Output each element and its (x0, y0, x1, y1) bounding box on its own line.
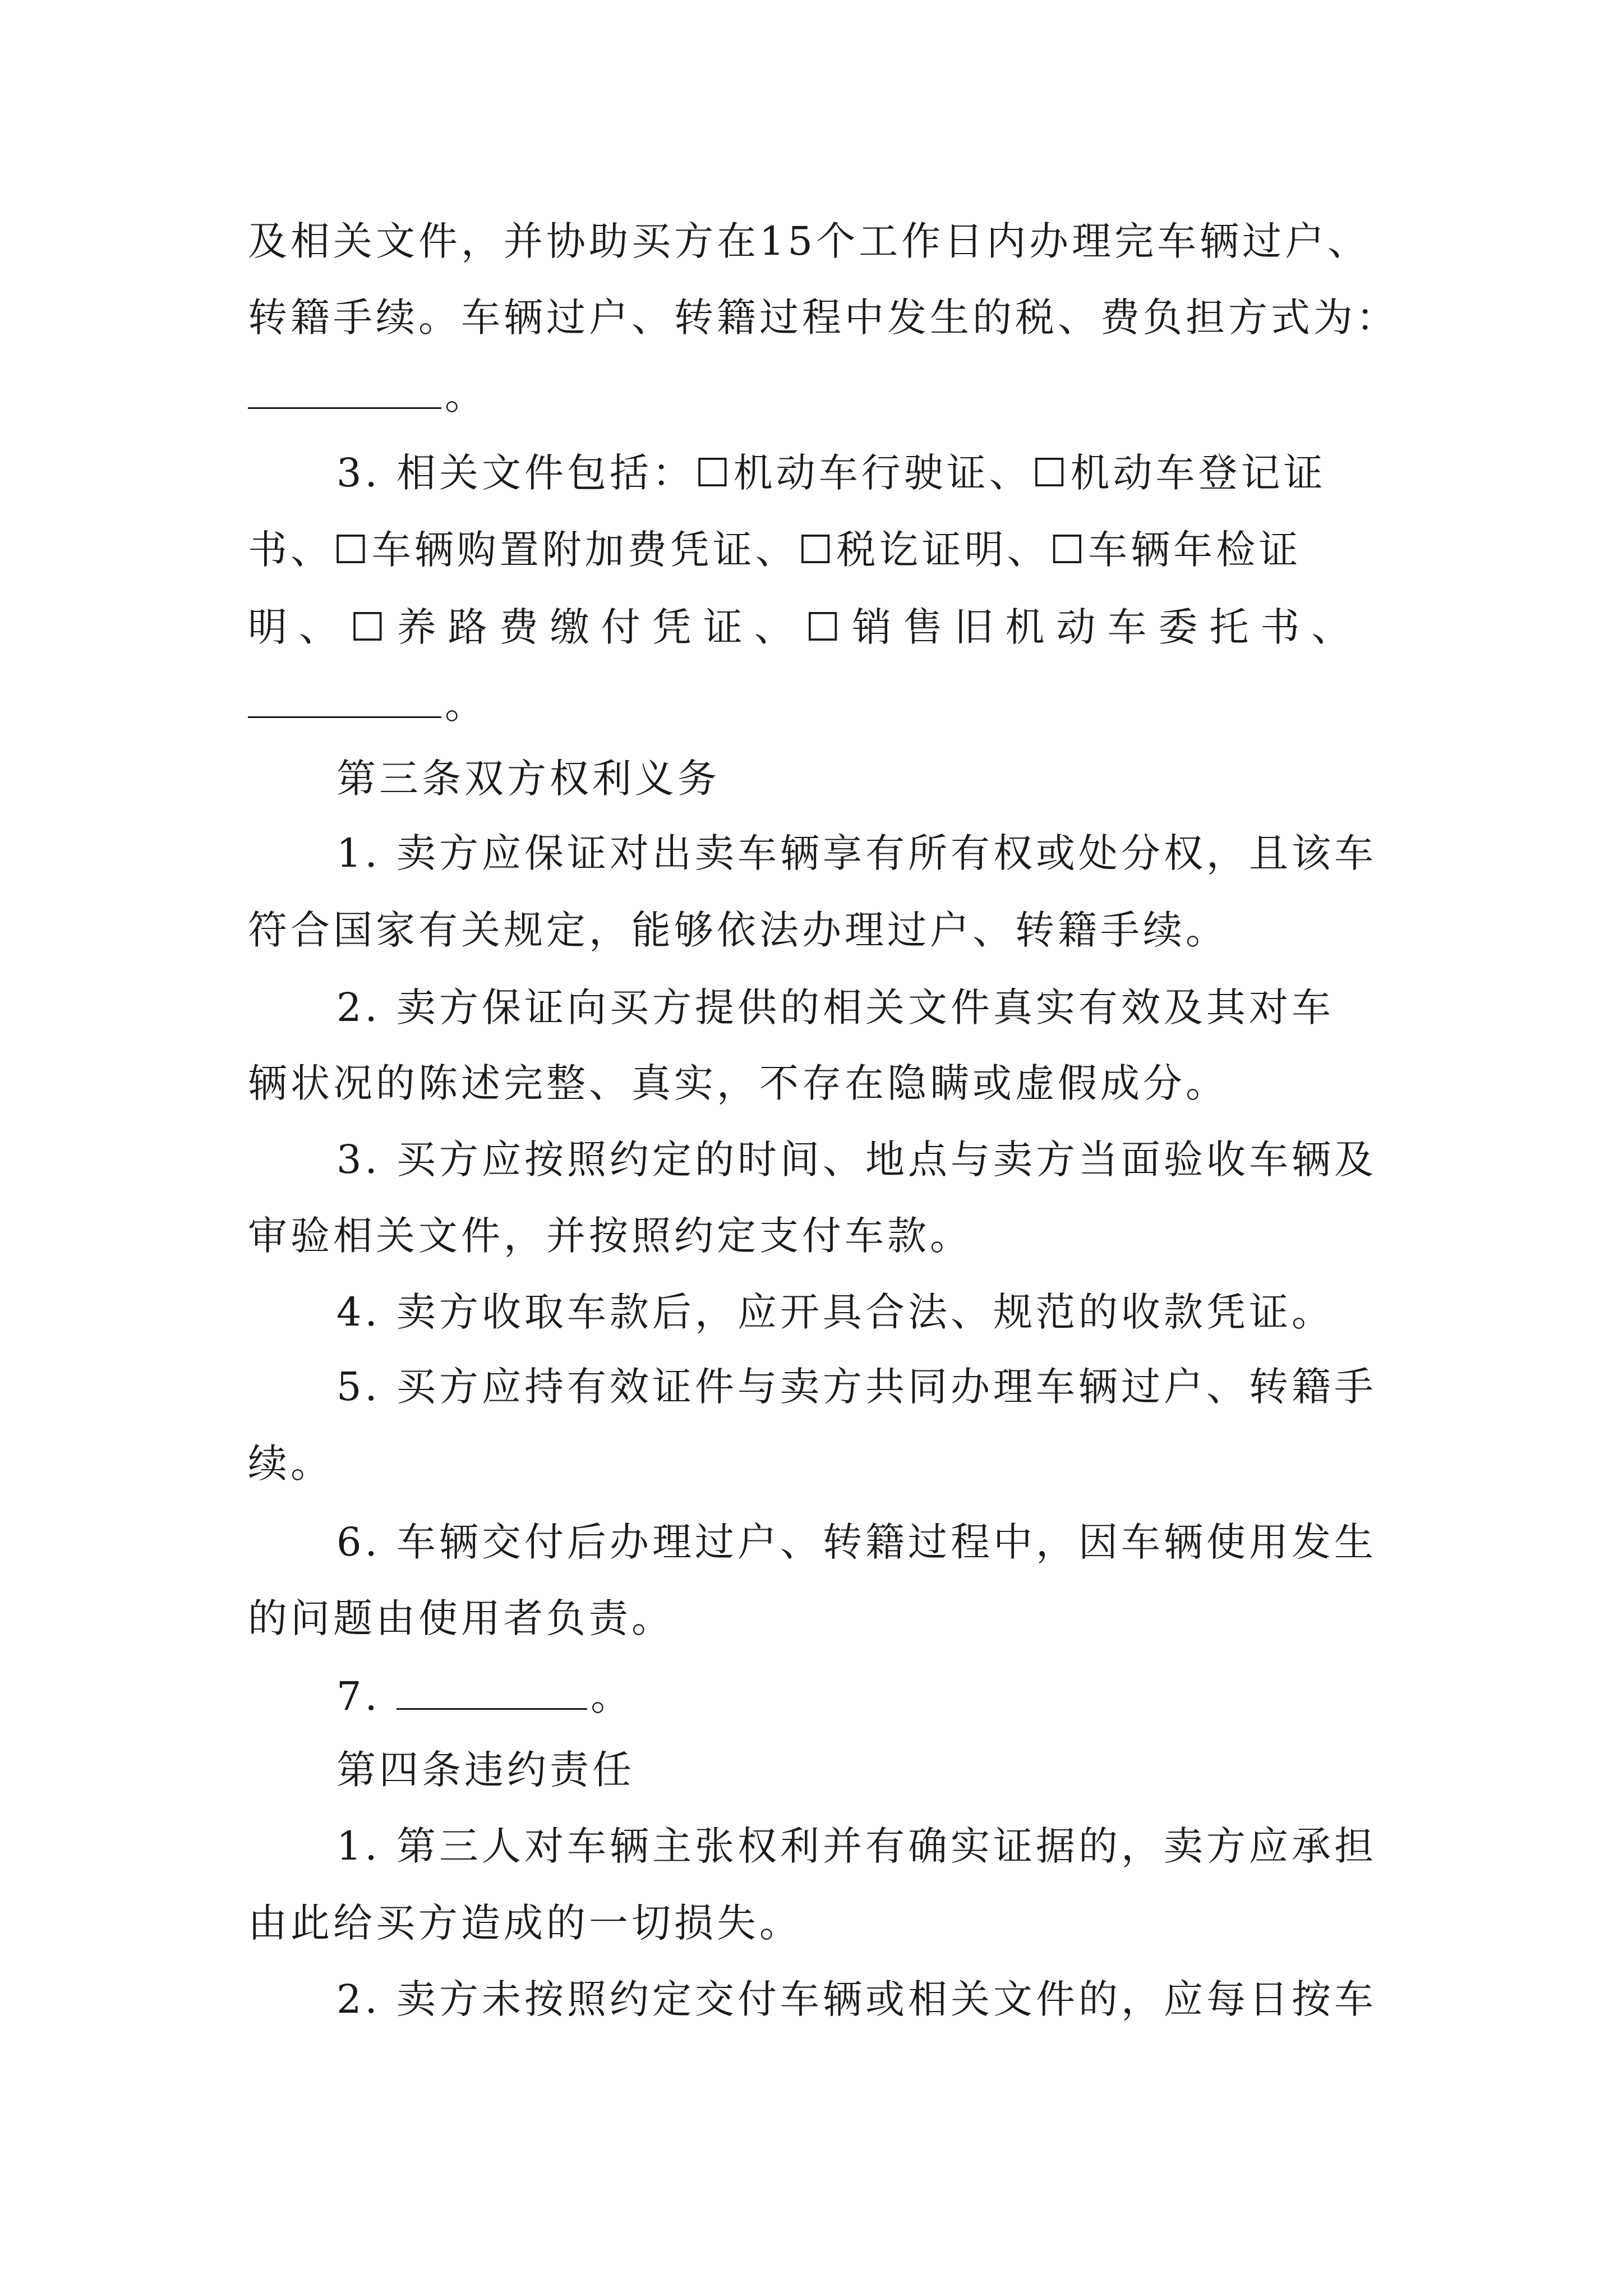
section-heading-4: 第四条违约责任 (336, 1747, 635, 1793)
fill-in-blank (248, 683, 441, 718)
text-line-11: 2. 卖方保证向买方提供的相关文件真实有效及其对车 (336, 984, 1335, 1030)
text-line-17: 续。 (248, 1441, 333, 1487)
text-line-15: 4. 卖方收取车款后，应开具合法、规范的收款凭证。 (336, 1289, 1335, 1335)
period: 。 (445, 372, 487, 418)
text-line-5: 书、☐车辆购置附加费凭证、☐税讫证明、☐车辆年检证 (248, 527, 1302, 573)
text-line-3 (248, 369, 487, 422)
text-line-23: 1. 第三人对车辆主张权利并有确实证据的，卖方应承担 (336, 1823, 1377, 1869)
fill-in-blank (248, 374, 441, 409)
text-line-13: 3. 买方应按照约定的时间、地点与卖方当面验收车辆及 (336, 1137, 1377, 1182)
text-line-16: 5. 买方应持有效证件与卖方共同办理车辆过户、转籍手 (336, 1364, 1377, 1410)
text-line-12: 辆状况的陈述完整、真实，不存在隐瞒或虚假成分。 (248, 1060, 1228, 1106)
text-line-25: 2. 卖方未按照约定交付车辆或相关文件的，应每日按车 (336, 1976, 1377, 2022)
text-line-1: 及相关文件，并协助买方在15个工作日内办理完车辆过户、 (248, 218, 1371, 264)
text-line-20 (336, 1669, 633, 1723)
section-heading-3: 第三条双方权利义务 (336, 756, 720, 802)
period: 。 (445, 682, 487, 728)
period: 。 (591, 1673, 634, 1719)
text-line-7 (248, 678, 487, 731)
text-line-18: 6. 车辆交付后办理过户、转籍过程中，因车辆使用发生 (336, 1519, 1377, 1565)
text-line-10: 符合国家有关规定，能够依法办理过户、转籍手续。 (248, 907, 1228, 953)
text-line-19: 的问题由使用者负责。 (248, 1595, 674, 1641)
text-line-2: 转籍手续。车辆过户、转籍过程中发生的税、费负担方式为： (248, 295, 1399, 341)
text-line-4: 3. 相关文件包括：☐机动车行驶证、☐机动车登记证 (336, 450, 1326, 496)
text-line-9: 1. 卖方应保证对出卖车辆享有所有权或处分权，且该车 (336, 830, 1377, 876)
text-line-24: 由此给买方造成的一切损失。 (248, 1900, 802, 1946)
text-line-14: 审验相关文件，并按照约定支付车款。 (248, 1213, 972, 1259)
item-number: 7. (336, 1673, 381, 1719)
fill-in-blank (396, 1674, 587, 1710)
text-line-6: 明、☐养路费缴付凭证、☐销售旧机动车委托书、 (248, 604, 1363, 650)
